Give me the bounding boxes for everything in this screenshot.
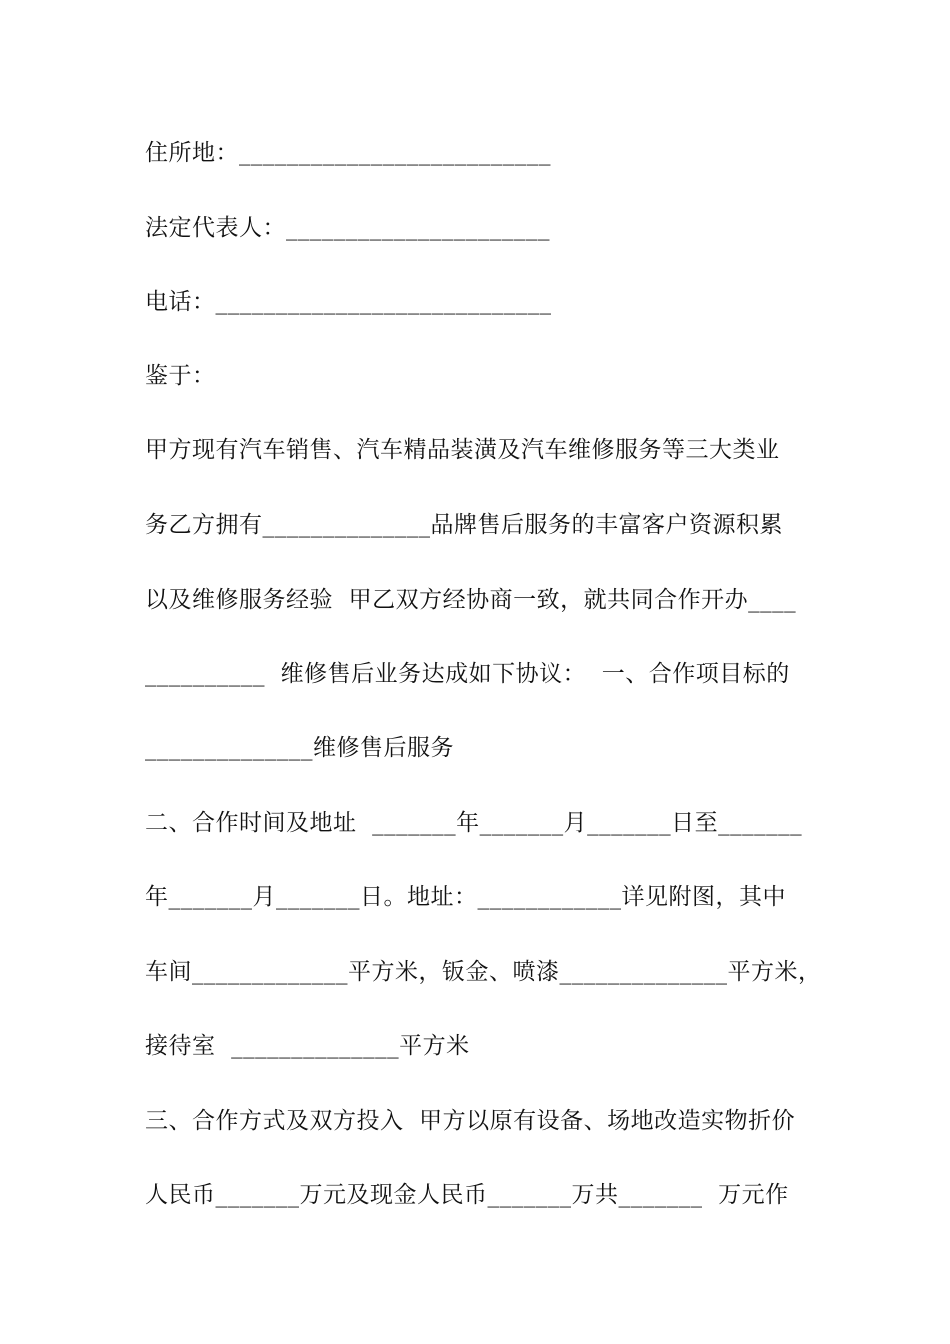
body-text-line: 年_______月_______日。地址：____________详见附图，其中	[145, 884, 786, 910]
section-three-line: 三、合作方式及双方投入 甲方以原有设备、场地改造实物折价	[145, 1108, 796, 1134]
body-text-line: 以及维修服务经验 甲乙双方经协商一致，就共同合作开办____	[145, 587, 797, 613]
body-text-line: __________ 维修售后业务达成如下协议： 一、合作项目标的	[145, 661, 790, 687]
section-two-line: 二、合作时间及地址 _______年_______月_______日至_______	[145, 810, 803, 836]
phone-line: 电话：____________________________	[145, 289, 552, 315]
legal-representative-line: 法定代表人：______________________	[145, 215, 550, 241]
body-text-line: 务乙方拥有______________品牌售后服务的丰富客户资源积累	[145, 512, 783, 538]
body-text-line: 车间_____________平方米，钣金、喷漆______________平方米，	[145, 959, 822, 985]
body-text-line: 接待室 ______________平方米	[145, 1033, 470, 1059]
body-text-line: ______________维修售后服务	[145, 735, 454, 761]
body-text-line: 甲方现有汽车销售、汽车精品装潢及汽车维修服务等三大类业	[145, 437, 780, 463]
address-line: 住所地：__________________________	[145, 140, 551, 166]
body-text-line: 人民币_______万元及现金人民币_______万共_______ 万元作	[145, 1182, 789, 1208]
whereas-heading: 鉴于：	[145, 363, 216, 389]
